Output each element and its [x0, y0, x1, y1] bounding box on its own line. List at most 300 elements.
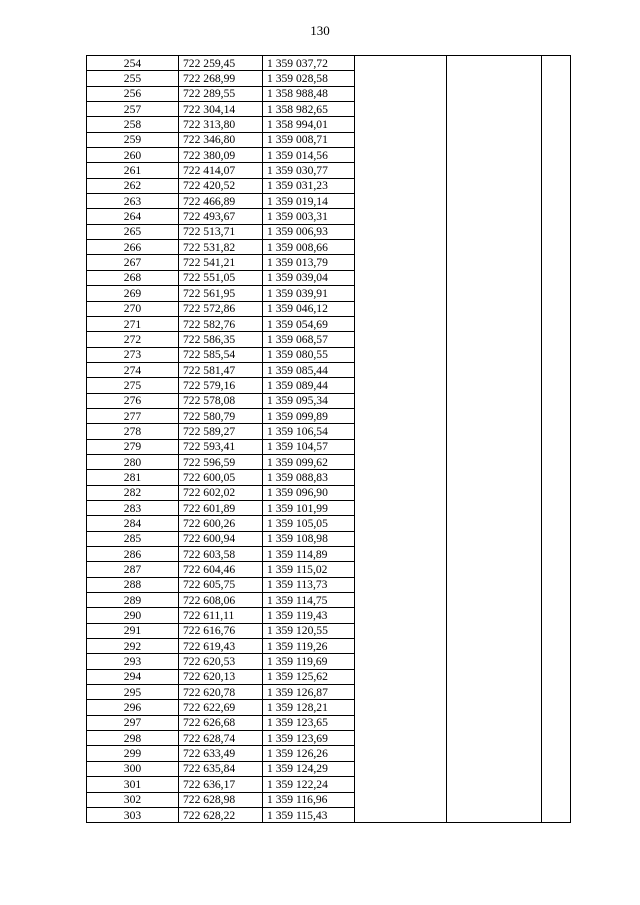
point-number-cell: 274: [87, 362, 179, 377]
point-number-cell: 268: [87, 270, 179, 285]
y-coordinate-cell: 1 359 099,62: [263, 454, 355, 469]
empty-cell: [355, 639, 447, 654]
y-coordinate-cell: 1 359 113,73: [263, 577, 355, 592]
x-coordinate-cell: 722 493,67: [179, 209, 263, 224]
y-coordinate-cell: 1 359 054,69: [263, 316, 355, 331]
empty-cell: [542, 378, 571, 393]
empty-cell: [447, 531, 542, 546]
table-row: [87, 209, 571, 224]
x-coordinate-cell: 722 633,49: [179, 746, 263, 761]
empty-cell: [447, 148, 542, 163]
table-row: [87, 393, 571, 408]
empty-cell: [355, 286, 447, 301]
empty-cell: [447, 470, 542, 485]
y-coordinate-cell: 1 358 988,48: [263, 86, 355, 101]
x-coordinate-cell: 722 289,55: [179, 86, 263, 101]
empty-cell: [447, 224, 542, 239]
empty-cell: [355, 393, 447, 408]
empty-cell: [447, 593, 542, 608]
empty-cell: [355, 148, 447, 163]
empty-cell: [355, 562, 447, 577]
x-coordinate-cell: 722 589,27: [179, 424, 263, 439]
point-number-cell: 279: [87, 439, 179, 454]
table-row: [87, 117, 571, 132]
table-row: [87, 132, 571, 147]
point-number-cell: 286: [87, 547, 179, 562]
empty-cell: [542, 731, 571, 746]
empty-cell: [355, 408, 447, 423]
empty-cell: [355, 669, 447, 684]
y-coordinate-cell: 1 359 116,96: [263, 792, 355, 807]
empty-cell: [542, 700, 571, 715]
empty-cell: [542, 593, 571, 608]
empty-cell: [355, 194, 447, 209]
empty-cell: [447, 700, 542, 715]
empty-cell: [355, 439, 447, 454]
x-coordinate-cell: 722 626,68: [179, 715, 263, 730]
point-number-cell: 271: [87, 316, 179, 331]
point-number-cell: 291: [87, 623, 179, 638]
empty-cell: [355, 547, 447, 562]
empty-cell: [355, 332, 447, 347]
empty-cell: [355, 761, 447, 776]
empty-cell: [542, 577, 571, 592]
point-number-cell: 280: [87, 454, 179, 469]
empty-cell: [447, 347, 542, 362]
empty-cell: [542, 163, 571, 178]
y-coordinate-cell: 1 359 099,89: [263, 408, 355, 423]
point-number-cell: 301: [87, 777, 179, 792]
y-coordinate-cell: 1 359 046,12: [263, 301, 355, 316]
empty-cell: [447, 117, 542, 132]
table-row: [87, 470, 571, 485]
empty-cell: [447, 163, 542, 178]
table-row: [87, 240, 571, 255]
x-coordinate-cell: 722 636,17: [179, 777, 263, 792]
empty-cell: [447, 332, 542, 347]
y-coordinate-cell: 1 359 003,31: [263, 209, 355, 224]
empty-cell: [447, 132, 542, 147]
empty-cell: [447, 485, 542, 500]
y-coordinate-cell: 1 359 085,44: [263, 362, 355, 377]
empty-cell: [447, 685, 542, 700]
table-row: [87, 654, 571, 669]
empty-cell: [447, 562, 542, 577]
point-number-cell: 256: [87, 86, 179, 101]
empty-cell: [542, 71, 571, 86]
table-row: [87, 792, 571, 807]
empty-cell: [355, 86, 447, 101]
point-number-cell: 287: [87, 562, 179, 577]
x-coordinate-cell: 722 541,21: [179, 255, 263, 270]
table-row: [87, 347, 571, 362]
point-number-cell: 283: [87, 500, 179, 515]
x-coordinate-cell: 722 635,84: [179, 761, 263, 776]
empty-cell: [355, 623, 447, 638]
empty-cell: [542, 86, 571, 101]
x-coordinate-cell: 722 622,69: [179, 700, 263, 715]
point-number-cell: 261: [87, 163, 179, 178]
x-coordinate-cell: 722 619,43: [179, 639, 263, 654]
y-coordinate-cell: 1 359 122,24: [263, 777, 355, 792]
point-number-cell: 273: [87, 347, 179, 362]
y-coordinate-cell: 1 359 089,44: [263, 378, 355, 393]
table-row: [87, 163, 571, 178]
empty-cell: [542, 623, 571, 638]
table-row: [87, 516, 571, 531]
y-coordinate-cell: 1 359 105,05: [263, 516, 355, 531]
empty-cell: [542, 608, 571, 623]
empty-cell: [447, 240, 542, 255]
table-row: [87, 408, 571, 423]
empty-cell: [542, 224, 571, 239]
table-row: [87, 194, 571, 209]
empty-cell: [355, 531, 447, 546]
x-coordinate-cell: 722 596,59: [179, 454, 263, 469]
empty-cell: [355, 454, 447, 469]
y-coordinate-cell: 1 359 019,14: [263, 194, 355, 209]
empty-cell: [447, 209, 542, 224]
empty-cell: [447, 255, 542, 270]
y-coordinate-cell: 1 359 013,79: [263, 255, 355, 270]
empty-cell: [542, 454, 571, 469]
empty-cell: [355, 731, 447, 746]
empty-cell: [542, 362, 571, 377]
empty-cell: [542, 685, 571, 700]
x-coordinate-cell: 722 313,80: [179, 117, 263, 132]
table-row: [87, 454, 571, 469]
empty-cell: [355, 746, 447, 761]
empty-cell: [355, 132, 447, 147]
empty-cell: [542, 807, 571, 822]
y-coordinate-cell: 1 359 124,29: [263, 761, 355, 776]
y-coordinate-cell: 1 359 096,90: [263, 485, 355, 500]
table-row: [87, 500, 571, 515]
empty-cell: [447, 792, 542, 807]
empty-cell: [447, 715, 542, 730]
x-coordinate-cell: 722 561,95: [179, 286, 263, 301]
empty-cell: [355, 715, 447, 730]
x-coordinate-cell: 722 620,78: [179, 685, 263, 700]
table-row: [87, 746, 571, 761]
y-coordinate-cell: 1 359 008,66: [263, 240, 355, 255]
point-number-cell: 288: [87, 577, 179, 592]
y-coordinate-cell: 1 359 120,55: [263, 623, 355, 638]
x-coordinate-cell: 722 602,02: [179, 485, 263, 500]
empty-cell: [355, 470, 447, 485]
y-coordinate-cell: 1 359 008,71: [263, 132, 355, 147]
y-coordinate-cell: 1 359 115,02: [263, 562, 355, 577]
point-number-cell: 265: [87, 224, 179, 239]
point-number-cell: 282: [87, 485, 179, 500]
table-row: [87, 224, 571, 239]
empty-cell: [542, 761, 571, 776]
empty-cell: [447, 623, 542, 638]
empty-cell: [355, 500, 447, 515]
empty-cell: [542, 286, 571, 301]
point-number-cell: 299: [87, 746, 179, 761]
point-number-cell: 255: [87, 71, 179, 86]
empty-cell: [542, 547, 571, 562]
y-coordinate-cell: 1 359 106,54: [263, 424, 355, 439]
table-row: [87, 378, 571, 393]
y-coordinate-cell: 1 359 080,55: [263, 347, 355, 362]
x-coordinate-cell: 722 585,54: [179, 347, 263, 362]
table-row: [87, 761, 571, 776]
empty-cell: [355, 700, 447, 715]
x-coordinate-cell: 722 259,45: [179, 56, 263, 71]
empty-cell: [447, 669, 542, 684]
table-row: [87, 639, 571, 654]
point-number-cell: 285: [87, 531, 179, 546]
x-coordinate-cell: 722 346,80: [179, 132, 263, 147]
empty-cell: [355, 163, 447, 178]
table-row: [87, 148, 571, 163]
empty-cell: [542, 209, 571, 224]
empty-cell: [355, 577, 447, 592]
x-coordinate-cell: 722 600,94: [179, 531, 263, 546]
y-coordinate-cell: 1 358 994,01: [263, 117, 355, 132]
x-coordinate-cell: 722 572,86: [179, 301, 263, 316]
y-coordinate-cell: 1 359 068,57: [263, 332, 355, 347]
coordinates-table: [86, 55, 571, 823]
y-coordinate-cell: 1 359 039,91: [263, 286, 355, 301]
empty-cell: [542, 347, 571, 362]
empty-cell: [542, 240, 571, 255]
empty-cell: [542, 178, 571, 193]
point-number-cell: 284: [87, 516, 179, 531]
y-coordinate-cell: 1 359 030,77: [263, 163, 355, 178]
empty-cell: [542, 639, 571, 654]
table-row: [87, 332, 571, 347]
empty-cell: [447, 301, 542, 316]
empty-cell: [447, 654, 542, 669]
empty-cell: [447, 86, 542, 101]
x-coordinate-cell: 722 620,53: [179, 654, 263, 669]
y-coordinate-cell: 1 359 031,23: [263, 178, 355, 193]
point-number-cell: 264: [87, 209, 179, 224]
point-number-cell: 298: [87, 731, 179, 746]
x-coordinate-cell: 722 580,79: [179, 408, 263, 423]
empty-cell: [355, 270, 447, 285]
empty-cell: [355, 807, 447, 822]
point-number-cell: 303: [87, 807, 179, 822]
empty-cell: [542, 500, 571, 515]
x-coordinate-cell: 722 578,08: [179, 393, 263, 408]
x-coordinate-cell: 722 582,76: [179, 316, 263, 331]
x-coordinate-cell: 722 620,13: [179, 669, 263, 684]
y-coordinate-cell: 1 359 119,43: [263, 608, 355, 623]
empty-cell: [447, 608, 542, 623]
empty-cell: [447, 102, 542, 117]
point-number-cell: 296: [87, 700, 179, 715]
table-row: [87, 301, 571, 316]
empty-cell: [355, 516, 447, 531]
x-coordinate-cell: 722 593,41: [179, 439, 263, 454]
empty-cell: [542, 792, 571, 807]
y-coordinate-cell: 1 359 128,21: [263, 700, 355, 715]
empty-cell: [447, 378, 542, 393]
x-coordinate-cell: 722 581,47: [179, 362, 263, 377]
empty-cell: [355, 777, 447, 792]
x-coordinate-cell: 722 603,58: [179, 547, 263, 562]
empty-cell: [355, 424, 447, 439]
empty-cell: [355, 301, 447, 316]
empty-cell: [355, 792, 447, 807]
table-row: [87, 593, 571, 608]
point-number-cell: 290: [87, 608, 179, 623]
empty-cell: [355, 224, 447, 239]
y-coordinate-cell: 1 359 126,87: [263, 685, 355, 700]
empty-cell: [447, 393, 542, 408]
empty-cell: [542, 148, 571, 163]
empty-cell: [355, 56, 447, 71]
y-coordinate-cell: 1 359 125,62: [263, 669, 355, 684]
empty-cell: [355, 240, 447, 255]
table-row: [87, 270, 571, 285]
empty-cell: [542, 393, 571, 408]
empty-cell: [447, 807, 542, 822]
y-coordinate-cell: 1 359 039,04: [263, 270, 355, 285]
x-coordinate-cell: 722 600,26: [179, 516, 263, 531]
table-row: [87, 255, 571, 270]
empty-cell: [447, 516, 542, 531]
y-coordinate-cell: 1 359 119,26: [263, 639, 355, 654]
empty-cell: [447, 731, 542, 746]
y-coordinate-cell: 1 359 123,65: [263, 715, 355, 730]
table-row: [87, 562, 571, 577]
empty-cell: [542, 408, 571, 423]
table-row: [87, 700, 571, 715]
empty-cell: [447, 71, 542, 86]
empty-cell: [355, 255, 447, 270]
table-row: [87, 608, 571, 623]
y-coordinate-cell: 1 358 982,65: [263, 102, 355, 117]
y-coordinate-cell: 1 359 028,58: [263, 71, 355, 86]
x-coordinate-cell: 722 586,35: [179, 332, 263, 347]
y-coordinate-cell: 1 359 114,75: [263, 593, 355, 608]
table-row: [87, 577, 571, 592]
table-row: [87, 286, 571, 301]
empty-cell: [542, 715, 571, 730]
x-coordinate-cell: 722 611,11: [179, 608, 263, 623]
point-number-cell: 270: [87, 301, 179, 316]
x-coordinate-cell: 722 420,52: [179, 178, 263, 193]
empty-cell: [542, 485, 571, 500]
empty-cell: [542, 132, 571, 147]
empty-cell: [447, 547, 542, 562]
y-coordinate-cell: 1 359 119,69: [263, 654, 355, 669]
empty-cell: [542, 777, 571, 792]
y-coordinate-cell: 1 359 014,56: [263, 148, 355, 163]
point-number-cell: 263: [87, 194, 179, 209]
empty-cell: [542, 669, 571, 684]
table-row: [87, 71, 571, 86]
empty-cell: [542, 117, 571, 132]
empty-cell: [542, 194, 571, 209]
x-coordinate-cell: 722 268,99: [179, 71, 263, 86]
point-number-cell: 302: [87, 792, 179, 807]
point-number-cell: 260: [87, 148, 179, 163]
table-row: [87, 424, 571, 439]
empty-cell: [447, 178, 542, 193]
x-coordinate-cell: 722 414,07: [179, 163, 263, 178]
point-number-cell: 289: [87, 593, 179, 608]
table-row: [87, 362, 571, 377]
x-coordinate-cell: 722 628,98: [179, 792, 263, 807]
empty-cell: [355, 608, 447, 623]
point-number-cell: 297: [87, 715, 179, 730]
x-coordinate-cell: 722 616,76: [179, 623, 263, 638]
empty-cell: [447, 316, 542, 331]
point-number-cell: 292: [87, 639, 179, 654]
empty-cell: [447, 454, 542, 469]
y-coordinate-cell: 1 359 006,93: [263, 224, 355, 239]
point-number-cell: 295: [87, 685, 179, 700]
point-number-cell: 269: [87, 286, 179, 301]
point-number-cell: 262: [87, 178, 179, 193]
empty-cell: [447, 56, 542, 71]
empty-cell: [542, 746, 571, 761]
point-number-cell: 293: [87, 654, 179, 669]
empty-cell: [355, 378, 447, 393]
table-row: [87, 777, 571, 792]
y-coordinate-cell: 1 359 123,69: [263, 731, 355, 746]
y-coordinate-cell: 1 359 104,57: [263, 439, 355, 454]
empty-cell: [447, 746, 542, 761]
point-number-cell: 294: [87, 669, 179, 684]
y-coordinate-cell: 1 359 101,99: [263, 500, 355, 515]
empty-cell: [447, 408, 542, 423]
y-coordinate-cell: 1 359 088,83: [263, 470, 355, 485]
empty-cell: [355, 316, 447, 331]
empty-cell: [447, 639, 542, 654]
empty-cell: [542, 102, 571, 117]
empty-cell: [355, 654, 447, 669]
empty-cell: [447, 500, 542, 515]
empty-cell: [447, 270, 542, 285]
empty-cell: [447, 777, 542, 792]
point-number-cell: 276: [87, 393, 179, 408]
point-number-cell: 266: [87, 240, 179, 255]
y-coordinate-cell: 1 359 037,72: [263, 56, 355, 71]
empty-cell: [542, 562, 571, 577]
x-coordinate-cell: 722 551,05: [179, 270, 263, 285]
table-row: [87, 731, 571, 746]
empty-cell: [542, 439, 571, 454]
empty-cell: [355, 178, 447, 193]
point-number-cell: 300: [87, 761, 179, 776]
table-row: [87, 316, 571, 331]
empty-cell: [447, 362, 542, 377]
empty-cell: [447, 761, 542, 776]
table-row: [87, 715, 571, 730]
empty-cell: [355, 685, 447, 700]
empty-cell: [542, 531, 571, 546]
x-coordinate-cell: 722 466,89: [179, 194, 263, 209]
y-coordinate-cell: 1 359 095,34: [263, 393, 355, 408]
table-row: [87, 623, 571, 638]
empty-cell: [355, 71, 447, 86]
empty-cell: [355, 209, 447, 224]
empty-cell: [542, 255, 571, 270]
x-coordinate-cell: 722 601,89: [179, 500, 263, 515]
point-number-cell: 272: [87, 332, 179, 347]
x-coordinate-cell: 722 628,74: [179, 731, 263, 746]
empty-cell: [447, 424, 542, 439]
table-row: [87, 439, 571, 454]
empty-cell: [542, 332, 571, 347]
